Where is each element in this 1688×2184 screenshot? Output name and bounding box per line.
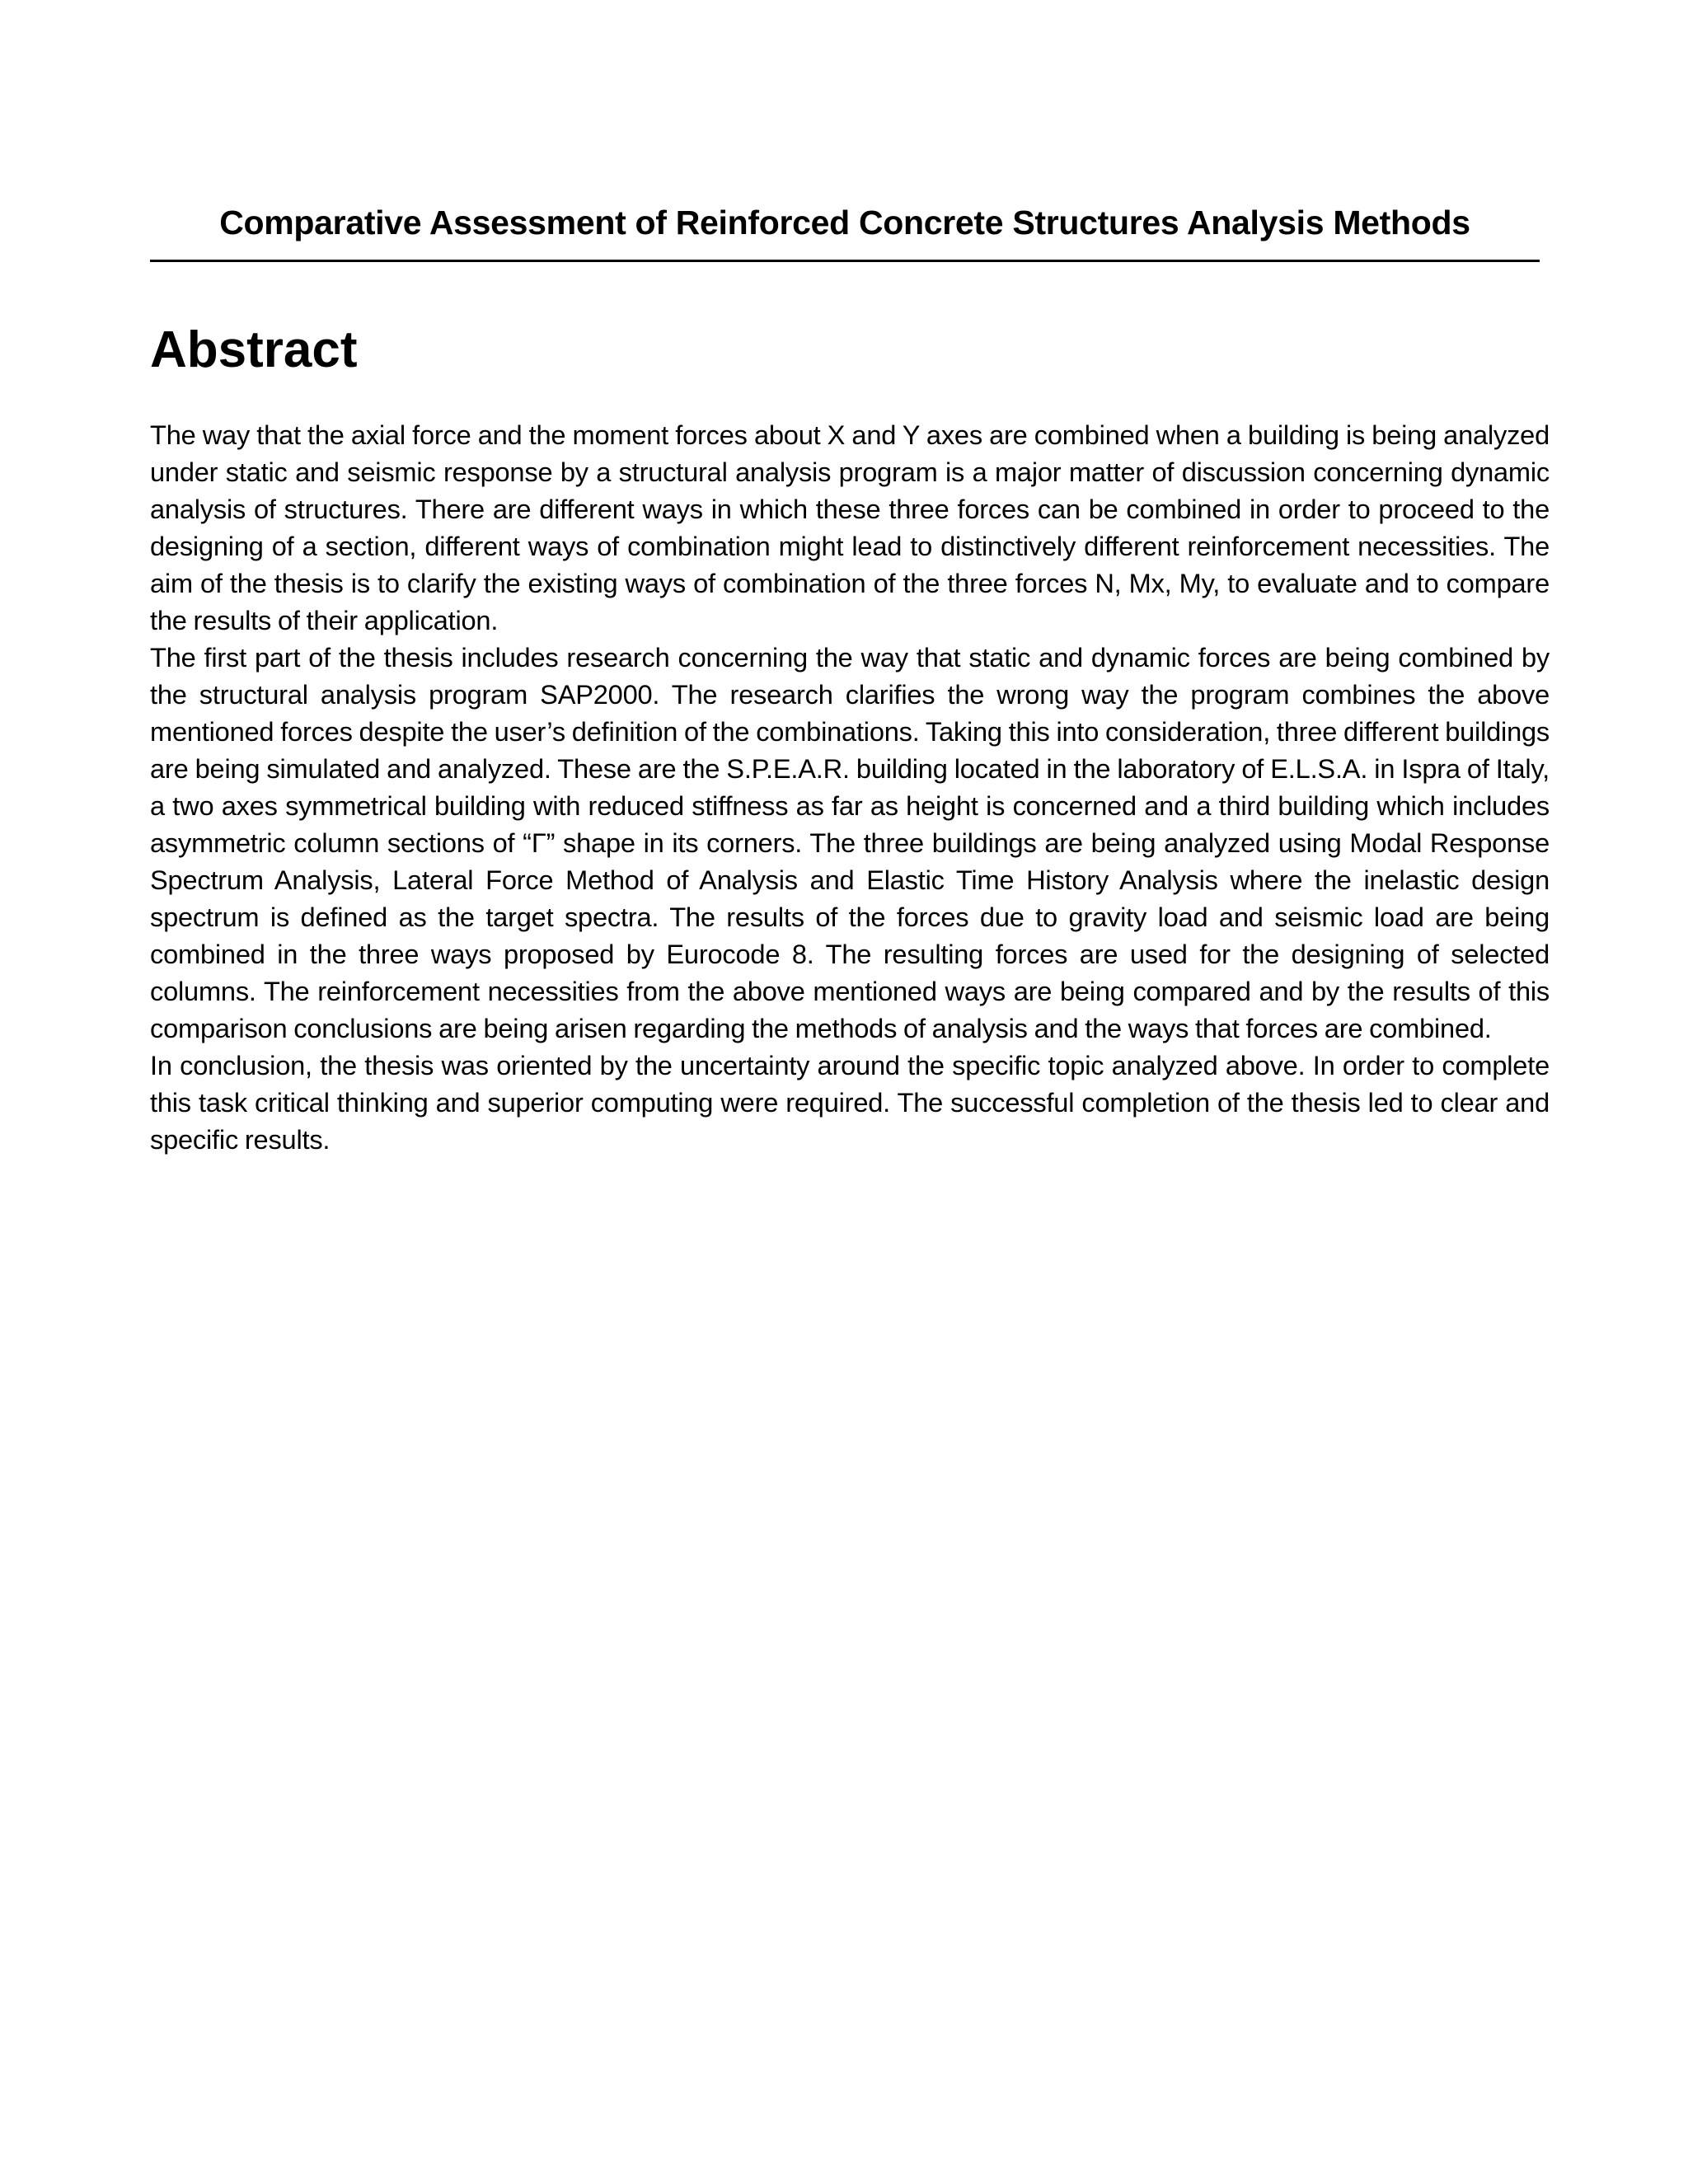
header-divider: [150, 260, 1540, 262]
abstract-heading: Abstract: [150, 321, 358, 378]
abstract-paragraph-1: The way that the axial force and the moment forces about X and Y axes are combined when a building is being analyzed under static and seismic response by a structural analysis program is a major matter of discussion concerning dynamic analysis of structures. There are different ways in which these three forces can be combined in order to proceed to the designing of a section, different ways of combination might lead to distinctively different reinforcement necessities. The aim of the thesis is to clarify the existing ways of combination of the three forces N, Mx, My, to evaluate and to compare the results of their application.: [150, 419, 1550, 635]
abstract-body: [150, 416, 1550, 1158]
abstract-paragraph-2: The first part of the thesis includes research concerning the way that static and dynamic forces are being combined by the structural analysis program SAP2000. The research clarifies the wrong way the program combines the above mentioned forces despite the user’s definition of the combinations. Taking this into consideration, three different buildings are being simulated and analyzed. These are the S.P.E.A.R. building located in the laboratory of E.L.S.A. in Ispra of Italy, a two axes symmetrical building with reduced stiffness as far as height is concerned and a third building which includes asymmetric column sections of “Γ” shape in its corners. The three buildings are being analyzed using Modal Response Spectrum Analysis, Lateral Force Method of Analysis and Elastic Time History Analysis where the inelastic design spectrum is defined as the target spectra. The results of the forces due to gravity load and seismic load are being combined in the three ways proposed by Eurocode 8. The resulting forces are used for the designing of selected columns. The reinforcement necessities from the above mentioned ways are being compared and by the results of this comparison conclusions are being arisen regarding the methods of analysis and the ways that forces are combined.: [150, 642, 1550, 1043]
running-header-title: Comparative Assessment of Reinforced Concrete Structures Analysis Methods: [219, 204, 1470, 241]
abstract-paragraph-3: In conclusion, the thesis was oriented by the uncertainty around the specific topic analyzed above. In order to complete this task critical thinking and superior computing were required. The successful completion of the thesis led to clear and specific results.: [150, 1050, 1550, 1155]
